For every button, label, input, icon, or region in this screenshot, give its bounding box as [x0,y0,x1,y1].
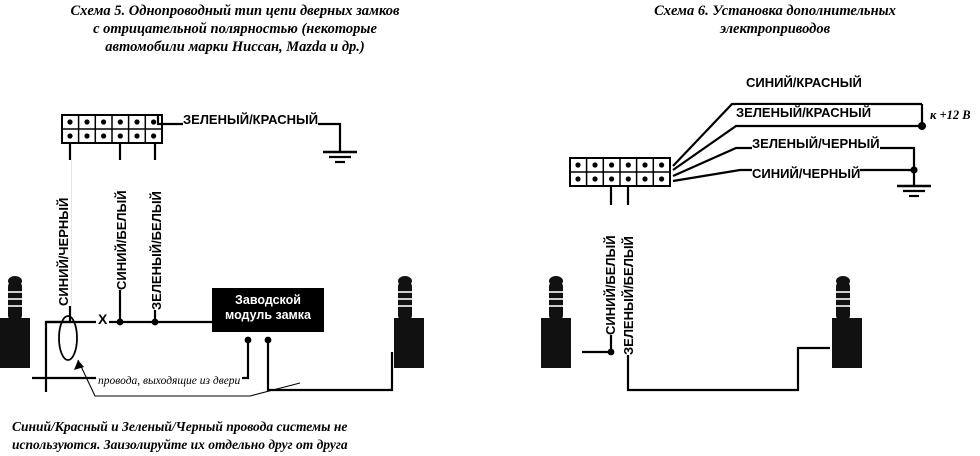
left-footer-note [12,418,462,454]
cut-mark-x: X [98,311,108,327]
label-green-white-right: ЗЕЛЕНЫЙ/БЕЛЫЙ [621,205,636,355]
left-title-line-3: автомобили марки Ниссан, Mazda и др.) [105,39,365,56]
right-diagram-left-actuator-icon [541,276,571,368]
label-green-white-left: ЗЕЛЕНЫЙ/БЕЛЫЙ [149,160,164,310]
power-supply-label: к +12 В [930,108,971,122]
label-green-red-right: ЗЕЛЕНЫЙ/КРАСНЫЙ [736,105,872,120]
label-blue-black-left: СИНИЙ/ЧЕРНЫЙ [56,160,71,306]
label-blue-red-right: СИНИЙ/КРАСНЫЙ [746,75,862,90]
label-blue-white-left: СИНИЙ/БЕЛЫЙ [114,160,129,290]
module-label-line-2: модуль замка [225,308,311,322]
footer-line-1: Синий/Красный и Зеленый/Черный провода системы не [12,419,348,434]
left-actuator-icon [0,276,30,368]
left-title-line-2: с отрицательной полярностью (некоторые [93,21,377,38]
label-blue-white-right: СИНИЙ/БЕЛЫЙ [603,205,618,335]
footer-line-2: используются. Заизолируйте их отдельно друг от друга [12,437,348,453]
label-green-red-left: ЗЕЛЕНЫЙ/КРАСНЫЙ [183,112,319,127]
door-wires-note: провода, выходящие из двери [98,375,241,387]
right-diagram-right-actuator-icon [832,276,862,368]
left-title-line-1: Схема 5. Однопроводный тип цепи дверных замков [70,3,400,19]
right-title-line-1: Схема 6. Установка дополнительных [654,3,896,19]
right-title-line-2: электроприводов [719,21,831,38]
label-green-black-right: ЗЕЛЕНЫЙ/ЧЕРНЫЙ [752,136,880,151]
label-blue-black-right: СИНИЙ/ЧЕРНЫЙ [752,166,861,181]
factory-lock-module-box [212,288,324,332]
module-label-line-1: Заводской [235,293,301,307]
right-actuator-icon [394,276,424,368]
